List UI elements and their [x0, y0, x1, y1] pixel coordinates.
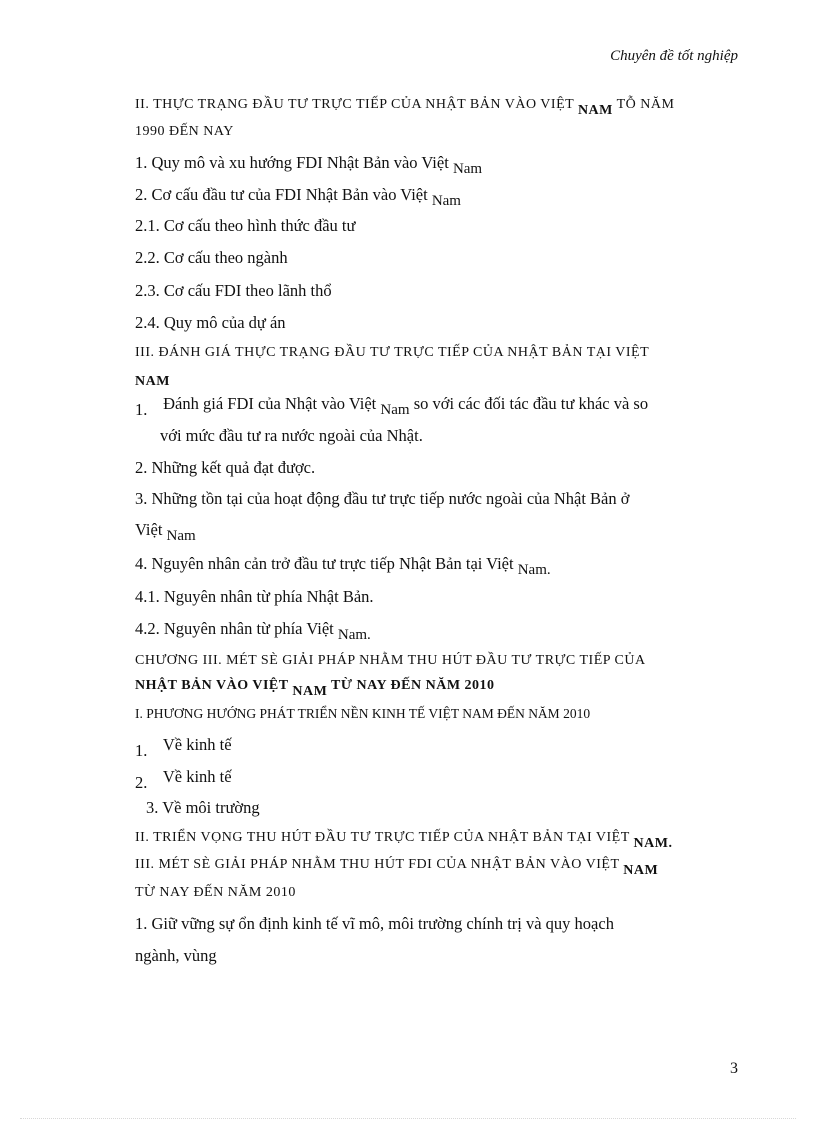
toc-item-c3-1-line1: 1. Giữ vững sự ổn định kinh tế vĩ mô, môi trường chính trị và quy hoạch: [135, 914, 614, 933]
list-number: 2.: [135, 773, 148, 792]
nam-word: NAM: [623, 863, 659, 878]
nam-word: NAM: [292, 684, 328, 699]
toc-text: Việt: [135, 520, 163, 539]
section-3-title-line2: NAM: [135, 374, 170, 389]
toc-item-3-3-line1: 3. Những tồn tại của hoạt động đầu tư trực tiếp nước ngoài của Nhật Bản ở: [135, 489, 630, 508]
toc-text: Về kinh tế: [162, 735, 232, 754]
chapter-3-sub-3-title-line2: TỪ NAY ĐẾN NĂM 2010: [135, 885, 296, 900]
toc-item-c3-1-line2: ngành, vùng: [135, 946, 217, 965]
nam-word: Nam: [517, 562, 547, 578]
heading-text: III. ĐÁNH GIÁ THỰC TRẠNG ĐẦU TƯ TRỰC TIẾP CỦA NHẬT BẢN TẠI VIỆT: [135, 345, 650, 360]
toc-item-3-3-line2: [135, 520, 739, 544]
list-number: 1.: [135, 400, 148, 419]
list-number: 1.: [135, 741, 148, 760]
nam-word: Nam: [337, 627, 368, 643]
toc-text: 1. Quy mô và xu hướng FDI Nhật Bản vào Việt: [135, 153, 449, 172]
toc-item-2-2-4: 2.4. Quy mô của dự án: [135, 313, 286, 332]
chapter-3-title-line1: CHƯƠNG III. MÉT SÈ GIẢI PHÁP NHẰM THU HÚT ĐẦU TƯ TRỰC TIẾP CỦA: [135, 653, 646, 668]
toc-item-2-2: [135, 185, 739, 209]
chapter-3-sub-3-title-line1: [135, 857, 739, 878]
heading-text: NHẬT BẢN VÀO VIỆT: [135, 678, 289, 693]
nam-word: Nam: [166, 528, 196, 544]
heading-text: III. MÉT SÈ GIẢI PHÁP NHẰM THU HÚT FDI CỦA NHẬT BẢN VÀO VIỆT: [135, 857, 620, 872]
toc-item-2-2-2: 2.2. Cơ cấu theo ngành: [135, 248, 288, 267]
toc-item-c1-1: [135, 735, 739, 760]
toc-item-c1-3: 3. Về môi trường: [146, 798, 260, 817]
chapter-3-sub-2-title: II. TRIỂN VỌNG THU HÚT ĐẦU TƯ TRỰC TIẾP CỦA NHẬT BẢN TẠI VIỆT NAM.: [135, 830, 673, 851]
nam-word: NAM: [633, 836, 669, 851]
heading-text: II. THỰC TRẠNG ĐẦU TƯ TRỰC TIẾP CỦA NHẬT BẢN VÀO VIỆT: [135, 97, 574, 112]
toc-item-3-4-2: 4.2. Nguyên nhân từ phía Việt Nam.: [135, 619, 371, 643]
toc-item-3-4: 4. Nguyên nhân cản trở đầu tư trực tiếp Nhật Bản tại Việt Nam.: [135, 554, 551, 578]
toc-text: Đánh giá FDI của Nhật vào Việt: [163, 394, 377, 413]
section-2-title-line2: 1990 ĐẾN NAY: [135, 124, 234, 139]
toc-item-3-2: 2. Những kết quả đạt được.: [135, 458, 316, 477]
page-number: 3: [730, 1060, 738, 1077]
nam-word: Nam: [431, 193, 461, 209]
toc-text: Về kinh tế: [162, 767, 232, 786]
heading-text: TỖ NĂM: [616, 97, 675, 112]
toc-item-c1-2: [135, 767, 739, 792]
section-3-title-line1: [135, 346, 739, 360]
toc-item-3-4-1: 4.1. Nguyên nhân từ phía Nhật Bản.: [135, 587, 374, 606]
chapter-3-title-line2: [135, 678, 739, 699]
nam-word: NAM: [577, 103, 613, 118]
toc-text: 4. Nguyên nhân cản trở đầu tư trực tiếp Nhật Bản tại Việt: [135, 554, 514, 573]
heading-text: TỪ NAY ĐẾN NĂM 2010: [331, 678, 495, 693]
section-2-title-line1: [135, 97, 739, 118]
toc-item-2-1: [135, 153, 739, 177]
toc-item-2-2-3: 2.3. Cơ cấu FDI theo lãnh thổ: [135, 281, 332, 300]
chapter-3-sub-1-title: I. PHƯƠNG HƯỚNG PHÁT TRIỂN NỀN KINH TẾ VIỆT NAM ĐẾN NĂM 2010: [135, 706, 591, 721]
toc-text: so với các đối tác đầu tư khác và so: [413, 394, 649, 413]
toc-item-3-1-line2: với mức đầu tư ra nước ngoài của Nhật.: [160, 426, 423, 445]
toc-text: 2. Cơ cấu đầu tư của FDI Nhật Bản vào Việt: [135, 185, 428, 204]
heading-text: II. TRIỂN VỌNG THU HÚT ĐẦU TƯ TRỰC TIẾP CỦA NHẬT BẢN TẠI VIỆT: [135, 830, 630, 845]
running-header: Chuyên đề tốt nghiệp: [610, 48, 738, 64]
toc-item-2-2-1: 2.1. Cơ cấu theo hình thức đầu tư: [135, 216, 356, 235]
toc-text: 4.2. Nguyên nhân từ phía Việt: [135, 619, 334, 638]
toc-item-3-1-line1: [135, 394, 739, 419]
nam-word: Nam: [452, 161, 483, 177]
page-bottom-divider: [20, 1118, 796, 1119]
nam-word: Nam: [380, 402, 410, 418]
